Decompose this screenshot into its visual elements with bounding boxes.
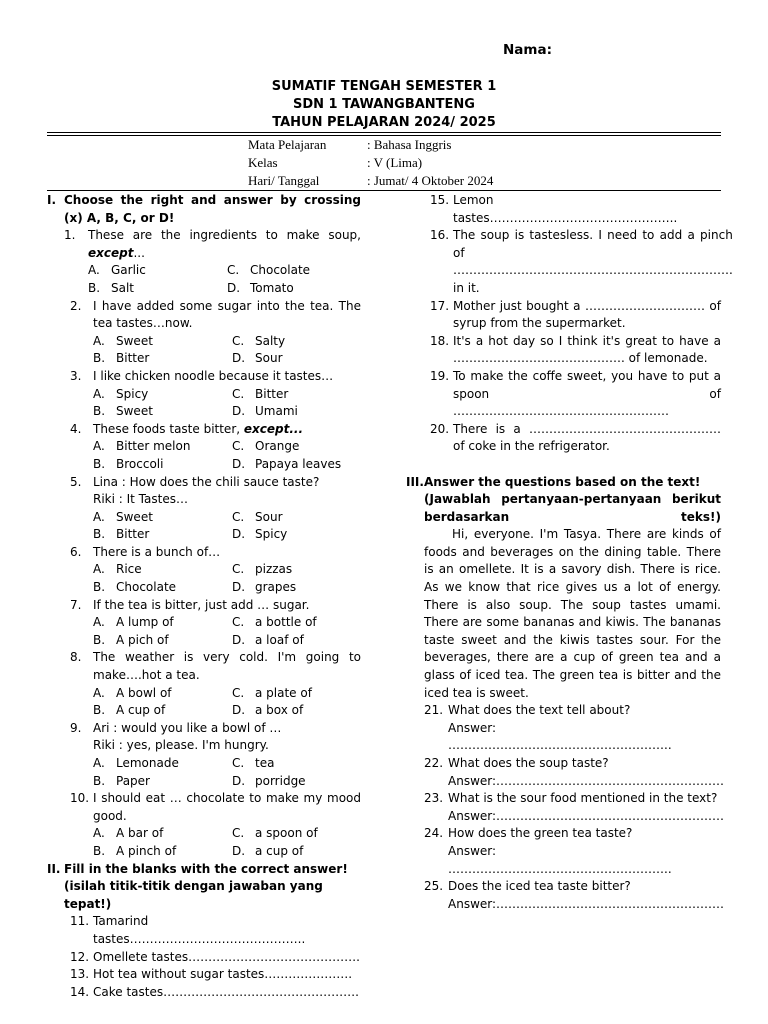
option-grid — [64, 386, 361, 421]
question-text: I have added some sugar into the tea. The tea tastes…now. — [93, 298, 361, 331]
option-text: Bitter — [116, 527, 150, 542]
fill-item[interactable] — [47, 984, 361, 1002]
answer-option[interactable] — [93, 685, 232, 703]
answer-option[interactable] — [93, 702, 232, 720]
item-number: 13. — [70, 967, 90, 982]
question-row — [64, 474, 361, 492]
fill-item[interactable] — [406, 298, 721, 333]
question-number: 10. — [70, 791, 90, 806]
option-grid — [64, 755, 361, 790]
answer-option[interactable] — [232, 702, 362, 720]
question-row — [64, 227, 361, 262]
option-text: Salt — [111, 280, 135, 295]
meta-value: : Jumat/ 4 Oktober 2024 — [367, 173, 494, 188]
item-number: 14. — [70, 984, 90, 999]
option-letter: A. — [93, 826, 105, 841]
fill-list-right — [406, 192, 733, 456]
answer-option[interactable] — [93, 526, 232, 544]
option-text: tea — [255, 756, 275, 770]
question-row — [64, 298, 361, 333]
question-row — [64, 368, 361, 386]
meta-key: Hari/ Tanggal — [248, 173, 320, 188]
question-item — [47, 421, 361, 474]
option-text: a plate of — [255, 685, 312, 700]
option-letter: C. — [227, 263, 240, 278]
answer-option[interactable] — [232, 825, 362, 843]
answer-option[interactable] — [232, 843, 362, 861]
option-text: Lemonade — [116, 756, 179, 770]
option-text: a bottle of — [255, 615, 317, 630]
meta-value: : V (Lima) — [367, 155, 423, 170]
question-number: 8. — [70, 650, 82, 665]
answer-line[interactable]: Answer: ……………………………………………….. — [448, 720, 672, 753]
option-text: Bitter — [255, 386, 289, 401]
section-number: II. — [47, 861, 61, 876]
answer-option[interactable] — [232, 509, 362, 527]
item-number: 11. — [70, 914, 90, 929]
option-letter: C. — [232, 756, 245, 770]
question-item — [47, 649, 361, 719]
item-text: Tamarind tastes…………………………………….. — [93, 914, 306, 946]
question-text: What is the sour food mentioned in the text? — [448, 791, 718, 806]
question-number: 25. — [424, 879, 444, 894]
item-text: It's a hot day so I think it's great to have a ……………………………………. of lemonade. — [453, 333, 721, 366]
option-letter: D. — [227, 280, 241, 295]
question-number: 2. — [70, 298, 82, 313]
answer-option[interactable] — [232, 755, 362, 773]
option-grid — [64, 614, 361, 649]
answer-option[interactable] — [232, 526, 362, 544]
question-text: I like chicken noodle because it tastes… — [93, 368, 334, 383]
answer-line[interactable]: Answer:………………………………………………… — [448, 773, 725, 788]
answer-option[interactable] — [232, 579, 362, 597]
question-number: 21. — [424, 703, 444, 718]
option-letter: D. — [232, 773, 246, 788]
option-grid — [64, 561, 361, 596]
item-text: Lemon tastes……………………………………….. — [453, 193, 678, 225]
option-letter: A. — [93, 386, 105, 401]
left-column — [47, 192, 361, 1001]
answer-option[interactable] — [227, 280, 357, 298]
section-3-subtitle-1 — [406, 491, 721, 526]
answer-option[interactable] — [93, 843, 232, 861]
answer-option[interactable] — [232, 632, 362, 650]
option-text: grapes — [255, 580, 297, 595]
answer-option[interactable] — [232, 614, 362, 632]
question-row — [64, 597, 361, 615]
question-text: If the tea is bitter, just add … sugar. — [93, 597, 310, 612]
option-text: A lump of — [116, 615, 174, 630]
answer-option[interactable] — [93, 561, 232, 579]
question-text: How does the green tea taste? — [448, 826, 633, 841]
option-text: Sweet — [116, 509, 153, 524]
option-grid — [64, 509, 361, 544]
question-number: 9. — [70, 720, 82, 735]
option-text: Spicy — [255, 527, 288, 542]
option-letter: B. — [93, 703, 106, 718]
question-text: There is a bunch of… — [93, 544, 221, 559]
option-text: a spoon of — [255, 826, 318, 841]
option-text: a cup of — [255, 843, 304, 858]
header-rule-top — [47, 132, 721, 133]
option-text: Chocolate — [250, 263, 311, 278]
section-number: I. — [47, 193, 57, 207]
item-number: 19. — [430, 368, 450, 383]
answer-option[interactable] — [93, 614, 232, 632]
fill-item[interactable] — [406, 368, 721, 421]
question-row — [64, 544, 361, 562]
option-letter: C. — [232, 826, 245, 841]
option-text: porridge — [255, 773, 306, 788]
option-letter: C. — [232, 386, 245, 401]
option-grid — [64, 685, 361, 720]
option-text: Umami — [255, 404, 298, 419]
meta-row — [248, 136, 451, 154]
option-text: Bitter melon — [116, 439, 191, 454]
option-text: a loaf of — [255, 632, 304, 647]
option-grid — [64, 333, 361, 368]
option-letter: A. — [93, 562, 105, 577]
option-letter: C. — [232, 439, 245, 454]
answer-option[interactable] — [232, 456, 362, 474]
option-letter: D. — [232, 404, 246, 419]
answer-option[interactable] — [93, 333, 232, 351]
question-text: The weather is very cold. I'm going to make….hot a tea. — [93, 650, 361, 683]
option-text: Sour — [255, 351, 283, 366]
essay-question — [406, 825, 721, 843]
fill-list-left — [47, 913, 361, 1001]
answer-option[interactable] — [232, 561, 362, 579]
option-grid — [64, 438, 361, 473]
section-title: Choose the right and answer by crossing (x) A, B, C, or D! — [64, 193, 361, 225]
question-text: I should eat … chocolate to make my mood good. — [93, 791, 361, 823]
fill-item[interactable] — [406, 333, 721, 368]
option-letter: B. — [93, 527, 106, 542]
question-number: 4. — [70, 421, 82, 436]
option-text: Rice — [116, 562, 142, 577]
item-number: 12. — [70, 949, 90, 964]
option-text: Broccoli — [116, 456, 164, 471]
question-number: 1. — [64, 228, 76, 243]
section-title: Answer the questions based on the text! — [424, 474, 701, 489]
option-letter: C. — [232, 615, 245, 630]
fill-item[interactable] — [406, 192, 721, 227]
option-text: pizzas — [255, 562, 293, 577]
option-letter: B. — [93, 632, 106, 647]
question-text: Ari : would you like a bowl of … — [93, 720, 282, 735]
question-number: 7. — [70, 597, 82, 612]
question-number: 22. — [424, 756, 444, 770]
option-letter: B. — [93, 580, 106, 595]
answer-option[interactable] — [93, 755, 232, 773]
emphasis-italic: except — [88, 245, 134, 260]
item-number: 20. — [430, 421, 450, 436]
option-letter: B. — [88, 280, 101, 295]
question-number: 3. — [70, 368, 82, 383]
option-letter: B. — [93, 843, 106, 858]
option-grid — [64, 262, 361, 297]
option-letter: A. — [93, 685, 105, 700]
exam-title: SUMATIF TENGAH SEMESTER 1 — [271, 79, 497, 94]
answer-option[interactable] — [227, 262, 357, 280]
item-text: To make the coffe sweet, you have to put a spoon of ……………………………………………… — [453, 368, 721, 419]
section-2-heading — [47, 861, 361, 879]
option-text: Sour — [255, 509, 283, 524]
name-label: Nama: — [503, 42, 552, 58]
option-letter: C. — [232, 685, 245, 700]
option-text: A pich of — [116, 632, 169, 647]
question-item — [47, 227, 361, 297]
fill-item[interactable] — [406, 227, 733, 297]
option-letter: C. — [232, 509, 245, 524]
option-text: Paper — [116, 773, 150, 788]
answer-option[interactable] — [93, 386, 232, 404]
section-title: Fill in the blanks with the correct answer! — [64, 861, 348, 876]
question-row — [64, 790, 361, 825]
option-text: A cup of — [116, 703, 166, 718]
option-text: Spicy — [116, 386, 149, 401]
option-text: Garlic — [111, 263, 146, 278]
option-letter: C. — [232, 333, 245, 348]
answer-option[interactable] — [93, 438, 232, 456]
answer-option[interactable] — [88, 262, 227, 280]
question-number: 5. — [70, 474, 82, 489]
answer-option[interactable] — [232, 438, 362, 456]
reading-passage: Hi, everyone. I'm Tasya. There are kinds of foods and beverages on the dining table. There is an omellete. It is a savory dish. There is rice. As we know that rice gives us a lot of energy. There is also soup. The soup tastes umami. There are some bananas and kiwis. The bananas taste sweet and the kiwis tastes sour. For the beverages, there are a cup of green tea and a glass of iced tea. The green tea is bitter and the iced tea is sweet. — [424, 527, 721, 700]
emphasis-text — [88, 246, 133, 260]
option-grid — [64, 825, 361, 860]
answer-option[interactable] — [93, 632, 232, 650]
meta-row — [248, 172, 493, 190]
question-number: 6. — [70, 544, 82, 559]
question-number: 24. — [424, 826, 444, 841]
item-text: Omellete tastes……………………………………. — [93, 949, 360, 964]
option-text: Chocolate — [116, 580, 177, 595]
question-item — [47, 720, 361, 790]
essay-question — [406, 755, 721, 773]
item-text: Hot tea without sugar tastes…………………. — [93, 967, 353, 982]
option-letter: A. — [93, 439, 105, 454]
question-line-2: Riki : yes, please. I'm hungry. — [93, 738, 269, 753]
option-letter: C. — [232, 562, 245, 577]
option-text: a box of — [255, 703, 304, 718]
option-text: Orange — [255, 439, 300, 454]
meta-row — [248, 154, 422, 172]
section-1-heading — [47, 192, 361, 227]
answer-option[interactable] — [232, 403, 362, 421]
right-column — [406, 192, 733, 913]
option-letter: A. — [93, 615, 105, 630]
meta-key: Kelas — [248, 155, 278, 170]
question-text: What does the text tell about? — [448, 703, 631, 718]
item-number: 15. — [430, 193, 450, 207]
answer-line[interactable]: Answer:………………………………………………… — [448, 896, 725, 911]
item-number: 16. — [430, 228, 450, 243]
answer-option[interactable] — [93, 509, 232, 527]
answer-line[interactable]: Answer: ……………………………………………….. — [448, 843, 672, 876]
answer-option[interactable] — [93, 403, 232, 421]
option-text: A bar of — [116, 826, 164, 841]
answer-option[interactable] — [232, 333, 362, 351]
option-text: Sweet — [116, 404, 153, 419]
answer-option[interactable] — [232, 386, 362, 404]
question-row — [64, 649, 361, 684]
option-letter: D. — [232, 632, 246, 647]
section-3-heading — [406, 474, 721, 492]
meta-rule — [47, 190, 721, 191]
essay-question-list — [406, 702, 725, 913]
answer-option[interactable] — [93, 350, 232, 368]
option-letter: B. — [93, 404, 106, 419]
option-letter: B. — [93, 456, 106, 471]
option-letter: A. — [93, 509, 105, 524]
option-letter: D. — [232, 703, 246, 718]
question-line-2: Riki : It Tastes… — [93, 492, 188, 507]
option-letter: A. — [88, 263, 100, 278]
option-text: A pinch of — [116, 843, 177, 858]
answer-option[interactable] — [93, 825, 232, 843]
multiple-choice-list — [47, 227, 361, 860]
item-number: 18. — [430, 333, 450, 348]
answer-option[interactable] — [232, 773, 362, 791]
option-text: Sweet — [116, 333, 153, 348]
option-letter: D. — [232, 456, 246, 471]
section-number: III. — [406, 474, 424, 489]
option-letter: D. — [232, 351, 246, 366]
essay-question — [406, 702, 721, 720]
question-text: Lina : How does the chili sauce taste? — [93, 474, 320, 489]
option-text: A bowl of — [116, 685, 172, 700]
emphasis-italic: except... — [243, 421, 304, 436]
school-name: SDN 1 TAWANGBANTENG — [293, 97, 475, 112]
option-letter: A. — [93, 756, 105, 770]
answer-line[interactable]: Answer:………………………………………………… — [448, 808, 725, 823]
answer-option[interactable] — [232, 685, 362, 703]
option-text: Papaya leaves — [255, 456, 342, 471]
answer-option[interactable] — [93, 456, 232, 474]
question-row — [64, 720, 361, 738]
option-text: Bitter — [116, 351, 150, 366]
question-item — [47, 790, 361, 860]
question-text: What does the soup taste? — [448, 756, 609, 770]
option-letter: D. — [232, 527, 246, 542]
answer-option[interactable] — [93, 773, 232, 791]
item-number: 17. — [430, 298, 450, 313]
option-letter: B. — [93, 351, 106, 366]
question-item — [47, 474, 361, 544]
question-item — [47, 597, 361, 650]
answer-option[interactable] — [93, 579, 232, 597]
fill-item[interactable] — [47, 966, 361, 984]
academic-year: TAHUN PELAJARAN 2024/ 2025 — [272, 115, 496, 130]
section-2-subtitle: (isilah titik-titik dengan jawaban yang tepat!) — [64, 879, 323, 911]
question-item — [47, 368, 361, 421]
option-letter: B. — [93, 773, 106, 788]
question-item — [47, 544, 361, 597]
question-number: 23. — [424, 791, 444, 806]
option-letter: D. — [232, 843, 246, 858]
question-text: These foods taste bitter, except... — [93, 421, 304, 436]
fill-item[interactable] — [47, 913, 361, 948]
meta-value: : Bahasa Inggris — [367, 137, 452, 152]
section-subtitle: (Jawablah pertanyaan-pertanyaan berikut berdasarkan teks!) — [424, 492, 721, 524]
answer-option[interactable] — [232, 350, 362, 368]
question-text: Does the iced tea taste bitter? — [448, 879, 631, 894]
question-item — [47, 298, 361, 368]
question-text: These are the ingredients to make soup, except... — [88, 228, 361, 260]
meta-key: Mata Pelajaran — [248, 137, 327, 152]
item-text: Cake tastes…………………………………………. — [93, 984, 359, 999]
essay-question — [406, 790, 721, 808]
item-text: There is a ………………………………………… of coke in the refrigerator. — [453, 421, 721, 454]
fill-item[interactable] — [47, 949, 361, 967]
option-letter: A. — [93, 333, 105, 348]
option-text: Salty — [255, 333, 286, 348]
emphasis-text — [244, 422, 303, 436]
item-text: Mother just bought a ………………………… of syrup from the supermarket. — [453, 298, 721, 331]
question-row — [64, 421, 361, 439]
option-letter: D. — [232, 580, 246, 595]
item-text: The soup is tastesless. I need to add a pinch of ……………………………………………………………. in it. — [453, 228, 733, 295]
fill-item[interactable] — [406, 421, 721, 456]
essay-question — [406, 878, 721, 896]
answer-option[interactable] — [88, 280, 227, 298]
option-text: Tomato — [250, 280, 294, 295]
